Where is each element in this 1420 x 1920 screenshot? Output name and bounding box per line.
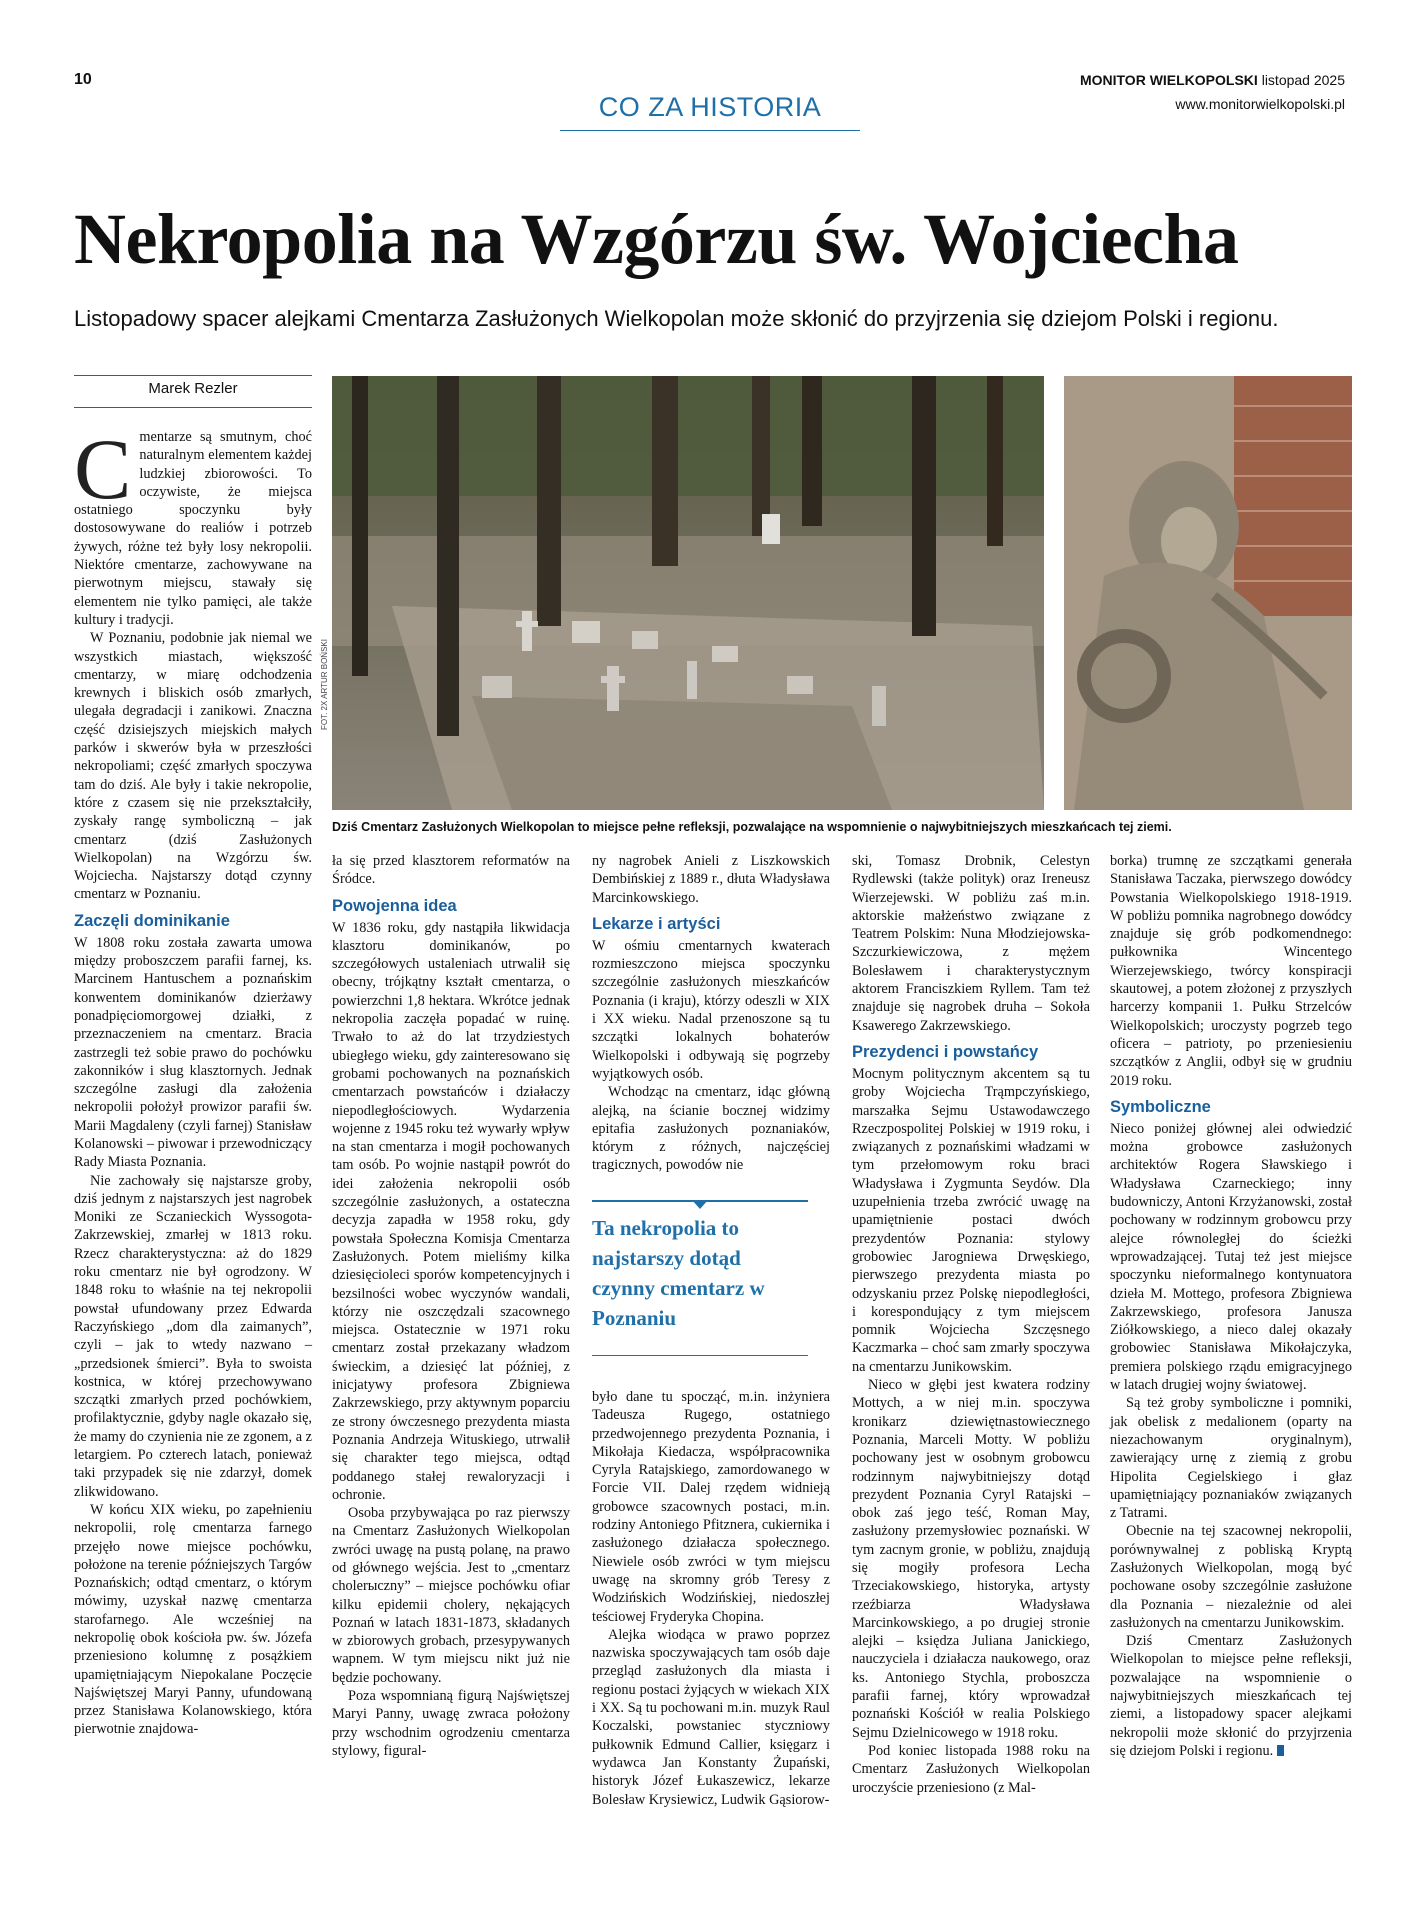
- paragraph: mentarze są smutnym, choć naturalnym elementem każdej ludzkiej zbiorowości. To oczywiste, że miejsca ostatniego spoczynku były dostosowywane do realiów i potrzeb żywych, różne też były losy nekropolii. Niektóre cmentarze, zachowywane na pierwotnym miejscu, stawały się elementem nie tylko pamięci, ale także kultury i tradycji.: [74, 429, 312, 628]
- end-mark-icon: [1277, 1745, 1284, 1756]
- paragraph: było dane tu spocząć, m.in. inżyniera Tadeusza Rugego, ostatniego przedwojennego prezydenta Poznania, i Mikołaja Kiedacza, współpracownika Cyryla Ratajskiego, zamordowanego w Forcie VII. Dalej rzędem widnieją grobowce szacownych postaci, m.in. rodziny Antoniego Pfitznera, cukiernika i zasłużonego działacza społecznego. Niewiele osób zwróci w tym miejscu uwagę na skromny grób Teresy z Wodzińskich Wodzińskiej, niedoszłej teściowej Fryderyka Chopina.: [592, 1389, 830, 1625]
- article-column-4: [852, 852, 1090, 1797]
- cemetery-photo: [332, 376, 1044, 810]
- subheading: Lekarze i artyści: [592, 914, 721, 933]
- paragraph: ła się przed klasztorem reformatów na Śródce.: [332, 853, 570, 888]
- author-name: Marek Rezler: [148, 380, 238, 397]
- pullquote-arrow-icon: [692, 1200, 708, 1209]
- section-rule: [560, 130, 860, 131]
- subheading: Symboliczne: [1110, 1097, 1211, 1116]
- publication-name: MONITOR WIELKOPOLSKI: [1079, 72, 1258, 88]
- paragraph: ski, Tomasz Drobnik, Celestyn Rydlewski (także polityk) oraz Ireneusz Wierzejewski. W pobliżu zaś m.in. aktorskie małżeństwo związane z Teatrem Polskim: Nuna Młodziejowska-Szczurkiewiczowa, z mężem Bolesławem i charakterystycznym aktorem Franciszkiem Ryllem. Tam też znajduje się nagrobek druha – Sokoła Ksawerego Zakrzewskiego.: [852, 853, 1090, 1034]
- author-divider: [74, 407, 312, 408]
- paragraph: Mocnym politycznym akcentem są tu groby Wojciecha Trąmpczyńskiego, marszałka Sejmu Ustawodawczego Rzeczpospolitej Polskiej w 1919 roku, i związanych z poznańskimi władzami w tym przełomowym roku braci Władysława i Zygmunta Seydów. Dla uzupełnienia trzeba zwrócić uwagę na upamiętnienie postaci dwóch prezydentów Poznania: stylowy grobowiec Jarogniewa Drwęskiego, pierwszego prezydenta miasta po odzyskaniu przez Polskę niepodległości, i korespondujący z tym miejscem pomnik Wojciecha Szczęsnego Kaczmarka – choć sam zmarły spoczywa na cmentarzu Junikowskim.: [852, 1065, 1090, 1375]
- subheading: Zaczęli dominikanie: [74, 911, 230, 930]
- article-column-2: [332, 852, 570, 1760]
- masthead: [1080, 68, 1345, 116]
- drop-cap: C: [74, 421, 132, 517]
- paragraph: Nieco w głębi jest kwatera rodziny Mottych, a w niej m.in. spoczywa kronikarz dziewiętnastowiecznego Poznania, Marceli Motty. W pobliżu pochowany jest w osobnym grobowcu rodzinnym najwybitniejszy dotąd prezydent Poznania Cyryl Ratajski – obok zaś jego teść, Roman May, zasłużony przemysłowiec poznański. W tym zacnym gronie, w pobliżu, znajdują się mogiły profesora Lecha Trzeciakowskiego, historyka, artysty rzeźbiarza Władysława Marcinkowskiego, a po drugiej stronie alejki – księdza Juliana Janickiego, nauczyciela i działacza naukowego, oraz ks. Antoniego Stychla, proboszcza parafii farnej, który wprowadzał poznański Kościół w realia Polskiego Sejmu Dzielnicowego w 1918 roku.: [852, 1377, 1090, 1741]
- paragraph: W końcu XIX wieku, po zapełnieniu nekropolii, rolę cmentarza farnego przejęło nowe miejsce pochówku, położone na terenie późniejszych Targów Poznańskich; odtąd cmentarz, o którym mówimy, uzyskał nazwę cmentarza starofarnego. Ale wcześniej na nekropolię obok kościoła pw. św. Józefa przeniesiono kolumnę z posążkiem upamiętniającym Niepokalane Poczęcie Najświętszej Maryi Panny, ufundowaną przez Stanisława Kolanowskiego, która pierwotnie znajdowa-: [74, 1501, 312, 1738]
- photo-credit: FOT. 2X ARTUR BOŃSKI: [320, 639, 329, 730]
- subheading: Powojenna idea: [332, 896, 457, 915]
- paragraph: Obecnie na tej szacownej nekropolii, porównywalnej z pobliską Kryptą Zasłużonych Wielkopolan, mogą być pochowane osoby szczególnie zasłużone dla Poznania – niezależnie od alei zasłużonych na cmentarzu Junikowskim.: [1110, 1523, 1352, 1631]
- paragraph: borka) trumnę ze szczątkami generała Stanisława Taczaka, pierwszego dowódcy Powstania Wielkopolskiego 1918-1919. W pobliżu pomnika nagrobnego dowódcy znajduje się grób podkomendnego: pułkownika Wincentego Wierzejewskiego, twórcy konspiracji skautowej, a potem złożonej z przyszłych harcerzy kompanii 1. Pułku Strzelców Wielkopolskich; uroczysty pogrzeb tego oficera – patrioty, po przeniesieniu szczątków z Anglii, odbył się w grudniu 2019 roku.: [1110, 853, 1352, 1089]
- page-number: 10: [74, 71, 92, 88]
- paragraph: Nieco poniżej głównej alei odwiedzić można grobowce zasłużonych architektów Rogera Sławskiego i Władysława Czarneckiego; inny budowniczy, Antoni Krzyżanowski, został pochowany w rodzinnym grobowcu przy alejce równoległej do ścieżki wprowadzającej. Tutaj też jest miejsce spoczynku nieformalnego kontynuatora dzieła M. Mottego, profesora Zbigniewa Zakrzewskiego, profesora Janusza Ziółkowskiego, a nieco dalej okazały grobowiec Stanisława Mikołajczyka, premiera polskiego rządu emigracyjnego w latach drugiej wojny światowej.: [1110, 1120, 1352, 1394]
- paragraph: ny nagrobek Anieli z Liszkowskich Dembińskiej z 1889 r., dłuta Władysława Marcinkowskiego.: [592, 853, 830, 906]
- article-column-1: [74, 421, 312, 1739]
- paragraph: Osoba przybywająca po raz pierwszy na Cmentarz Zasłużonych Wielkopolan zwróci uwagę na pustą polanę, na prawo od głównego wejścia. Jest to „cmentarz cholerыczny” – miejsce pochówku ofiar kilku epidemii cholery, nękających Poznań w latach 1831-1873, składanych w zbiorowych grobach, przesypywanych wapnem. W tym miejscu nikt już nie będzie pochowany.: [332, 1505, 570, 1686]
- paragraph: W ośmiu cmentarnych kwaterach rozmieszczono miejsca spoczynku szczególnie zasłużonych mieszkańców Poznania (i kraju), którzy odeszli w XIX i XX wieku. Nadal przenoszone są tu szczątki lokalnych bohaterów Wielkopolski i odbywają się pogrzeby wyjątkowych osób.: [592, 937, 830, 1082]
- paragraph: W 1836 roku, gdy nastąpiła likwidacja klasztoru dominikanów, po szczegółowych ustaleniach utrwalił się obecny, trójkątny kształt cmentarza, o powierzchni 1,8 hektara. Wkrótce jednak nekropolia zaczęła popadać w ruinę. Trwało to aż do lat trzydziestych ubiegłego wieku, gdy zainteresowano się grobami pochowanych na poznańskich cmentarzach powstańców i działaczy niepodległościowych. Wydarzenia wojenne z 1945 roku też wywarły wpływ na stan cmentarza i mogił pochowanych tam osób. Po wojnie nastąpił powrót do idei założenia nekropolii osób szczególnie zasłużonych, a ostateczna decyzja zapadła w 1958 roku, gdy powstała Społeczna Komisja Cmentarza Zasłużonych. Potem mieliśmy kilka dziesięcioleci sporów kompetencyjnych i bezsilności wobec wyczynów wandali, którzy nie oszczędzali szacownego miejsca. Ostatecznie w 1971 roku cmentarz został przekazany władzom świeckim, a dziesięć lat później, z inicjatywy profesora Zbigniewa Zakrzewskiego, przy aktywnym poparciu ze strony ówczesnego prezydenta miasta Poznania Andrzeja Wituskiego, utrwalił się charakter tego miejsca, odtąd poddanego stałej rewaloryzacji i ochronie.: [332, 919, 570, 1503]
- paragraph: W 1808 roku została zawarta umowa między proboszczem parafii farnej, ks. Marcinem Hantuschem a poznańskim konwentem dominikanów dzierżawy ponadpięciomorgowej działki, z przeznaczeniem na cmentarz. Bracia zastrzegli też sobie prawo do pochówku zakonników i sług klasztornych. Jednak szczególne zasługi dla założenia nekropolii położył prowizor parafii św. Marii Magdaleny (czyli farnej) Stanisław Kolanowski – piwowar i przewodniczący Rady Miasta Poznania.: [74, 934, 312, 1171]
- paragraph: Alejka wiodąca w prawo poprzez nazwiska spoczywających tam osób daje przegląd zasłużonych dla miasta i regionu postaci żyjących w wiekach XIX i XX. Są tu pochowani m.in. muzyk Raul Koczalski, powstaniec styczniowy pułkownik Edmund Callier, księgarz i wydawca Jan Konstanty Żupański, historyk Józef Łukaszewicz, lekarze Bolesław Krysiewicz, Ludwik Gąsiorow-: [592, 1626, 830, 1808]
- article-lede: Listopadowy spacer alejkami Cmentarza Zasłużonych Wielkopolan może skłonić do przyjrzenia się dziejom Polski i regionu.: [74, 306, 1279, 331]
- paragraph: Pod koniec listopada 1988 roku na Cmentarz Zasłużonych Wielkopolan uroczyście przeniesiono (z Mal-: [852, 1742, 1090, 1796]
- article-column-5: [1110, 852, 1352, 1760]
- paragraph: Nie zachowały się najstarsze groby, dziś jednym z najstarszych jest nagrobek Moniki ze Sczanieckich Wyssogota-Zakrzewskiej, zmarłej w 1813 roku. Rzecz charakterystyczna: aż do 1829 roku cmentarz nie był ogrodzony. W 1848 roku to właśnie na tej nekropolii powstał ufundowany przez Edwarda Raczyńskiego „dom dla zaimanych”, czyli – jak to wtedy nazwano – „przedsionek śmierci”. Była to swoista kostnica, w której przechowywano szczątki zmarłych przed pochówkiem, profilaktycznie, gdyby nagle okazało się, że mamy do czynienia nie ze zgonem, a z letargiem. Po czterech latach, ponieważ taki przypadek się nie zdarzył, domek zlikwidowano.: [74, 1172, 312, 1500]
- section-label: CO ZA HISTORIA: [598, 92, 822, 122]
- website-link[interactable]: www.monitorwielkopolski.pl: [1175, 96, 1345, 112]
- paragraph: Są też groby symboliczne i pomniki, jak obelisk z medalionem (oparty na niezachowanym oryginalnym), zawierający urnę z ziemią z grobu Hipolita Cegielskiego i głaz upamiętniający poznaniaków związanych z Tatrami.: [1110, 1395, 1352, 1522]
- author-divider: [74, 375, 312, 376]
- pullquote-divider: [592, 1355, 808, 1356]
- article-column-3-top: [592, 852, 830, 1175]
- paragraph: W Poznaniu, podobnie jak niemal we wszystkich miastach, większość cmentarzy, w miarę odchodzenia krewnych i bliskich osób zmarłych, ulegała degradacji i zanikowi. Znaczna część dzisiejszych miejskich małych parków i skwerów była w przeszłości nekropoliami; część zmarłych spoczywa tam do dziś. Ale były i takie nekropolie, które z czasem się nie przekształciły, zyskały rangę symboliczną – jak cmentarz (dziś Zasłużonych Wielkopolan) na Wzgórzu św. Wojciecha. Najstarszy dotąd czynny cmentarz w Poznaniu.: [74, 630, 312, 903]
- paragraph: Poza wspomnianą figurą Najświętszej Maryi Panny, uwagę zwraca położony przy wschodnim ogrodzeniu cmentarza stylowy, figural-: [332, 1688, 570, 1759]
- mourning-statue-photo: [1064, 376, 1352, 810]
- article-column-3-bottom: [592, 1388, 830, 1809]
- pullquote: Ta nekropolia to najstarszy dotąd czynny cmentarz w Poznaniu: [592, 1216, 765, 1330]
- subheading: Prezydenci i powstańcy: [852, 1042, 1039, 1061]
- paragraph: Dziś Cmentarz Zasłużonych Wielkopolan to miejsce pełne refleksji, pozwalające na wspomnienie o najwybitniejszych mieszkańcach tej ziemi, a listopadowy spacer alejkami nekropolii może skłonić do przyjrzenia się dziejom Polski i regionu.: [1110, 1633, 1352, 1759]
- photo-caption: Dziś Cmentarz Zasłużonych Wielkopolan to miejsce pełne refleksji, pozwalające na wspomnienie o najwybitniejszych mieszkańcach tej ziemi.: [332, 820, 1172, 834]
- article-title: Nekropolia na Wzgórzu św. Wojciecha: [74, 199, 1239, 279]
- paragraph: Wchodząc na cmentarz, idąc główną alejką, na ścianie bocznej widzimy epitafia zasłużonych poznaniaków, którym z różnych, najczęściej tragicznych, powodów nie: [592, 1084, 830, 1174]
- issue-date: listopad 2025: [1261, 72, 1345, 88]
